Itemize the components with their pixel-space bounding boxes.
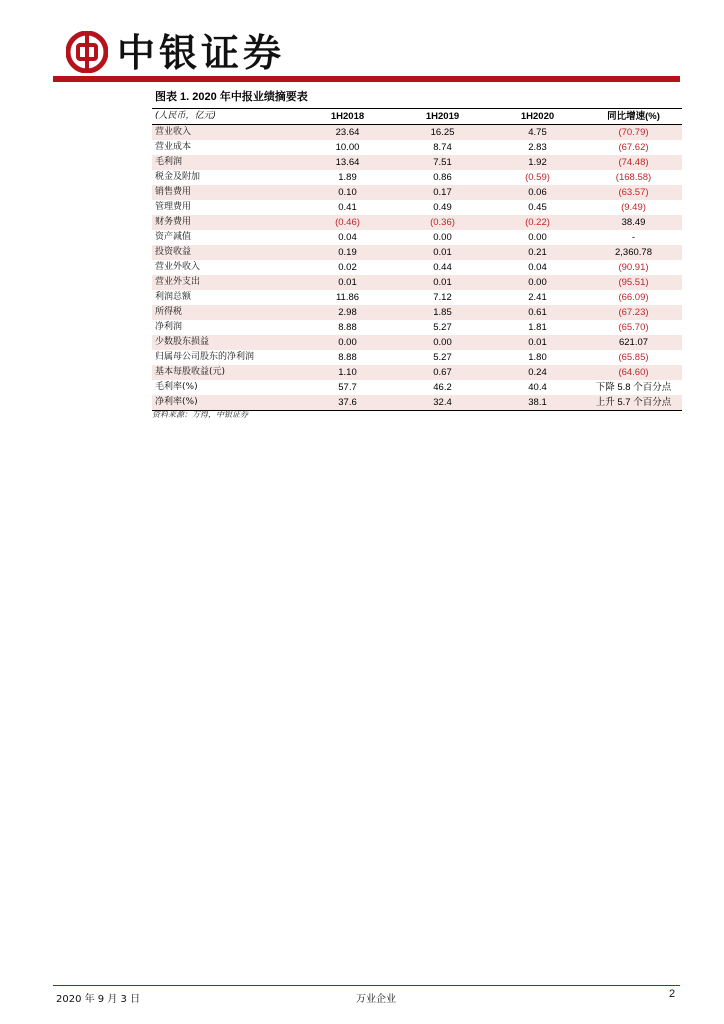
summary-table-block xyxy=(152,88,682,411)
table-cell: 11.86 xyxy=(335,292,360,303)
table-cell: 32.4 xyxy=(395,395,490,411)
table-cell: (67.62) xyxy=(618,142,649,153)
page-number: 2 xyxy=(669,988,676,1000)
table-cell: 0.61 xyxy=(490,305,585,320)
table-cell: 1.89 xyxy=(338,172,357,183)
table-row xyxy=(152,245,682,260)
table-row xyxy=(152,335,682,350)
table-row xyxy=(152,170,682,185)
table-title: 图表 1. 2020 年中报业绩摘要表 xyxy=(155,91,308,103)
table-cell: 16.25 xyxy=(395,125,490,141)
table-cell: (0.36) xyxy=(395,215,490,230)
row-label: 基本每股收益(元) xyxy=(152,365,300,380)
column-header-1h2019: 1H2019 xyxy=(395,109,490,125)
table-row xyxy=(152,125,682,141)
column-header-unit: (人民币，亿元) xyxy=(152,109,300,125)
row-label: 利润总额 xyxy=(155,292,192,302)
row-label: 所得税 xyxy=(152,305,300,320)
table-row xyxy=(152,320,682,335)
table-cell: 0.04 xyxy=(338,232,357,243)
table-row xyxy=(152,290,682,305)
table-cell: 0.00 xyxy=(300,335,395,350)
row-label: 净利润 xyxy=(155,322,183,332)
table-cell: 37.6 xyxy=(300,395,395,411)
table-header-row xyxy=(152,109,682,125)
row-label: 归属母公司股东的净利润 xyxy=(155,352,255,362)
table-cell: 1.81 xyxy=(528,322,547,333)
table-row xyxy=(152,200,682,215)
table-cell: 0.00 xyxy=(433,232,452,243)
row-label: 净利率(%) xyxy=(152,395,300,411)
table-cell: (0.59) xyxy=(525,172,550,183)
row-label: 营业成本 xyxy=(155,142,192,152)
column-header-yoy: 同比增速(%) xyxy=(585,109,682,125)
row-label: 营业外支出 xyxy=(152,275,300,290)
bank-of-china-logo-icon xyxy=(66,31,108,73)
table-row xyxy=(152,305,682,320)
table-cell: (70.79) xyxy=(585,125,682,141)
table-cell: 0.41 xyxy=(338,202,357,213)
table-row xyxy=(152,185,682,200)
row-label: 财务费用 xyxy=(152,215,300,230)
table-cell: 1.85 xyxy=(395,305,490,320)
row-label: 投资收益 xyxy=(152,245,300,260)
row-label: 毛利润 xyxy=(152,155,300,170)
table-cell: 0.49 xyxy=(433,202,452,213)
table-row xyxy=(152,350,682,365)
table-row xyxy=(152,275,682,290)
table-cell: 2,360.78 xyxy=(585,245,682,260)
brand-name: 中银证券 xyxy=(117,30,286,75)
table-row xyxy=(152,365,682,380)
table-cell: 2.98 xyxy=(300,305,395,320)
table-cell: 0.10 xyxy=(300,185,395,200)
table-cell: (64.60) xyxy=(585,365,682,380)
row-label: 税金及附加 xyxy=(155,172,201,182)
table-cell: - xyxy=(631,232,636,243)
table-cell: 0.17 xyxy=(395,185,490,200)
table-cell: 38.49 xyxy=(585,215,682,230)
table-cell: 57.7 xyxy=(338,382,357,393)
table-cell: 7.12 xyxy=(433,292,452,303)
table-cell: 10.00 xyxy=(335,142,360,153)
column-header-1h2020: 1H2020 xyxy=(490,109,585,125)
table-cell: 上升 5.7 个百分点 xyxy=(585,395,682,411)
table-cell: 0.44 xyxy=(433,262,452,273)
table-cell: 0.00 xyxy=(528,232,547,243)
table-cell: (67.23) xyxy=(585,305,682,320)
footer-rule xyxy=(53,985,680,986)
row-label: 资产减值 xyxy=(155,232,192,242)
row-label: 管理费用 xyxy=(155,202,192,212)
table-cell: (0.22) xyxy=(490,215,585,230)
table-cell: (9.49) xyxy=(621,202,646,213)
table-cell: 38.1 xyxy=(490,395,585,411)
table-cell: 1.80 xyxy=(528,352,547,363)
table-cell: 0.24 xyxy=(490,365,585,380)
table-cell: (0.46) xyxy=(300,215,395,230)
table-cell: 0.45 xyxy=(528,202,547,213)
table-cell: 0.01 xyxy=(490,335,585,350)
table-cell: (63.57) xyxy=(585,185,682,200)
table-cell: 0.86 xyxy=(433,172,452,183)
table-row xyxy=(152,140,682,155)
table-cell: 0.01 xyxy=(395,275,490,290)
table-cell: (95.51) xyxy=(585,275,682,290)
table-cell: (65.85) xyxy=(618,352,649,363)
table-cell: 0.01 xyxy=(395,245,490,260)
row-label: 营业收入 xyxy=(152,125,300,141)
table-cell: 0.67 xyxy=(395,365,490,380)
table-cell: 5.27 xyxy=(433,322,452,333)
column-header-1h2018: 1H2018 xyxy=(300,109,395,125)
table-row xyxy=(152,260,682,275)
table-cell: (74.48) xyxy=(585,155,682,170)
table-cell: 5.27 xyxy=(433,352,452,363)
table-cell: 46.2 xyxy=(433,382,452,393)
header-red-bar xyxy=(53,76,680,82)
table-row xyxy=(152,155,682,170)
row-label: 销售费用 xyxy=(152,185,300,200)
table-cell: 1.10 xyxy=(300,365,395,380)
table-cell: 7.51 xyxy=(395,155,490,170)
footer-company: 万业企业 xyxy=(356,994,396,1005)
table-cell: 0.02 xyxy=(338,262,357,273)
table-cell: 2.83 xyxy=(528,142,547,153)
table-source-note: 资料来源：万得，中银证券 xyxy=(152,410,248,419)
table-cell: 0.19 xyxy=(300,245,395,260)
table-cell: 8.88 xyxy=(338,322,357,333)
table-cell: 8.88 xyxy=(338,352,357,363)
table-cell: 下降 5.8 个百分点 xyxy=(595,382,672,393)
table-cell: (66.09) xyxy=(618,292,649,303)
table-row xyxy=(152,380,682,395)
table-cell: 0.04 xyxy=(528,262,547,273)
table-cell: 0.06 xyxy=(490,185,585,200)
table-row xyxy=(152,215,682,230)
table-cell: (65.70) xyxy=(618,322,649,333)
table-cell: 0.00 xyxy=(490,275,585,290)
table-cell: 40.4 xyxy=(528,382,547,393)
table-cell: 4.75 xyxy=(490,125,585,141)
table-cell: 0.00 xyxy=(395,335,490,350)
table-cell: 23.64 xyxy=(300,125,395,141)
table-cell: (90.91) xyxy=(618,262,649,273)
table-row xyxy=(152,230,682,245)
table-cell: 13.64 xyxy=(300,155,395,170)
row-label: 少数股东损益 xyxy=(152,335,300,350)
row-label: 营业外收入 xyxy=(155,262,201,272)
table-cell: 8.74 xyxy=(433,142,452,153)
table-cell: 0.01 xyxy=(300,275,395,290)
table-cell: 2.41 xyxy=(528,292,547,303)
table-cell: 0.21 xyxy=(490,245,585,260)
table-cell: 621.07 xyxy=(585,335,682,350)
earnings-summary-table xyxy=(152,109,682,411)
table-cell: 1.92 xyxy=(490,155,585,170)
footer-date: 2020 年 9 月 3 日 xyxy=(56,994,141,1005)
row-label: 毛利率(%) xyxy=(155,382,198,392)
report-header xyxy=(0,0,724,90)
table-cell: (168.58) xyxy=(615,172,652,183)
